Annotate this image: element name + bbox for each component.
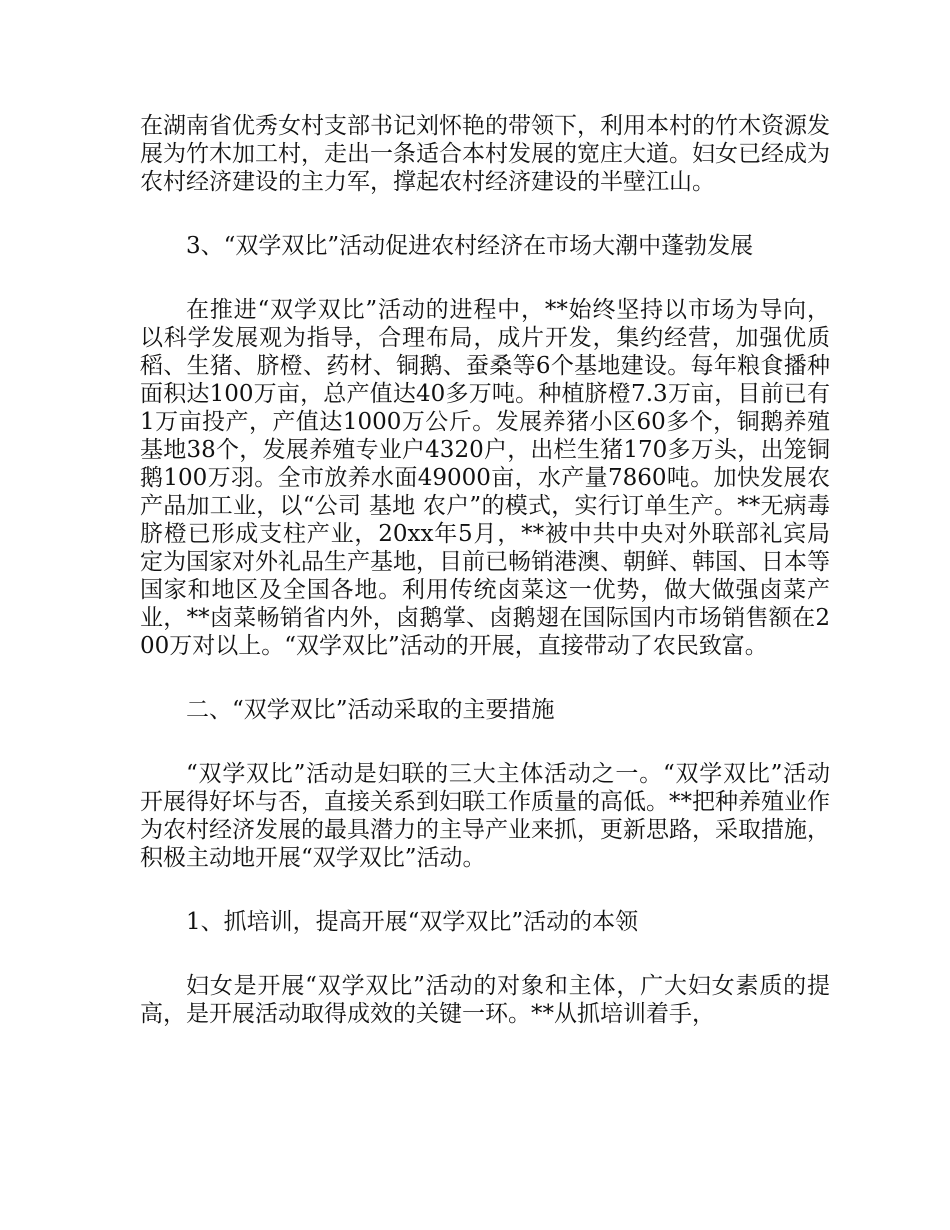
section-heading-training: 1、抓培训，提高开展“双学双比”活动的本领 bbox=[186, 909, 639, 935]
section-heading-main-measures: 二、“双学双比”活动采取的主要措施 bbox=[186, 697, 555, 723]
paragraph-training: 妇女是开展“双学双比”活动的对象和主体，广大妇女素质的提高，是开展活动取得成效的关键一环。**从抓培训着手， bbox=[140, 973, 830, 1027]
paragraph-main-measures-intro: “双学双比”活动是妇联的三大主体活动之一。“双学双比”活动开展得好坏与否，直接关系到妇联工作质量的高低。**把种养殖业作为农村经济发展的最具潜力的主导产业来抓，更新思路，采取措施，积极主动地开展“双学双比”活动。 bbox=[140, 761, 830, 871]
section-heading-market-development: 3、“双学双比”活动促进农村经济在市场大潮中蓬勃发展 bbox=[186, 233, 754, 259]
document-body bbox=[140, 112, 830, 1064]
paragraph-women-economic-role: 在湖南省优秀女村支部书记刘怀艳的带领下，利用本村的竹木资源发展为竹木加工村，走出一条适合本村发展的宽庄大道。妇女已经成为农村经济建设的主力军，撑起农村经济建设的半壁江山。 bbox=[140, 113, 830, 195]
paragraph-market-development: 在推进“双学双比”活动的进程中，**始终坚持以市场为导向，以科学发展观为指导，合理布局，成片开发，集约经营，加强优质稻、生猪、脐橙、药材、铜鹅、蚕桑等6个基地建设。每年粮食播种面积达100万亩，总产值达40多万吨。种植脐橙7.3万亩，目前已有1万亩投产，产值达1000万公斤。发展养猪小区60多个，铜鹅养殖基地38个，发展养殖专业户4320户，出栏生猪170多万头，出笼铜鹅100万羽。全市放养水面49000亩，水产量7860吨。加快发展农产品加工业，以“公司 基地 农户”的模式，实行订单生产。**无病毒脐橙已形成支柱产业，20xx年5月，**被中共中央对外联部礼宾局定为国家对外礼品生产基地，目前已畅销港澳、朝鲜、韩国、日本等国家和地区及全国各地。利用传统卤菜这一优势，做大做强卤菜产业，**卤菜畅销省内外，卤鹅掌、卤鹅翅在国际国内市场销售额在200万对以上。“双学双比”活动的开展，直接带动了农民致富。 bbox=[140, 297, 830, 659]
